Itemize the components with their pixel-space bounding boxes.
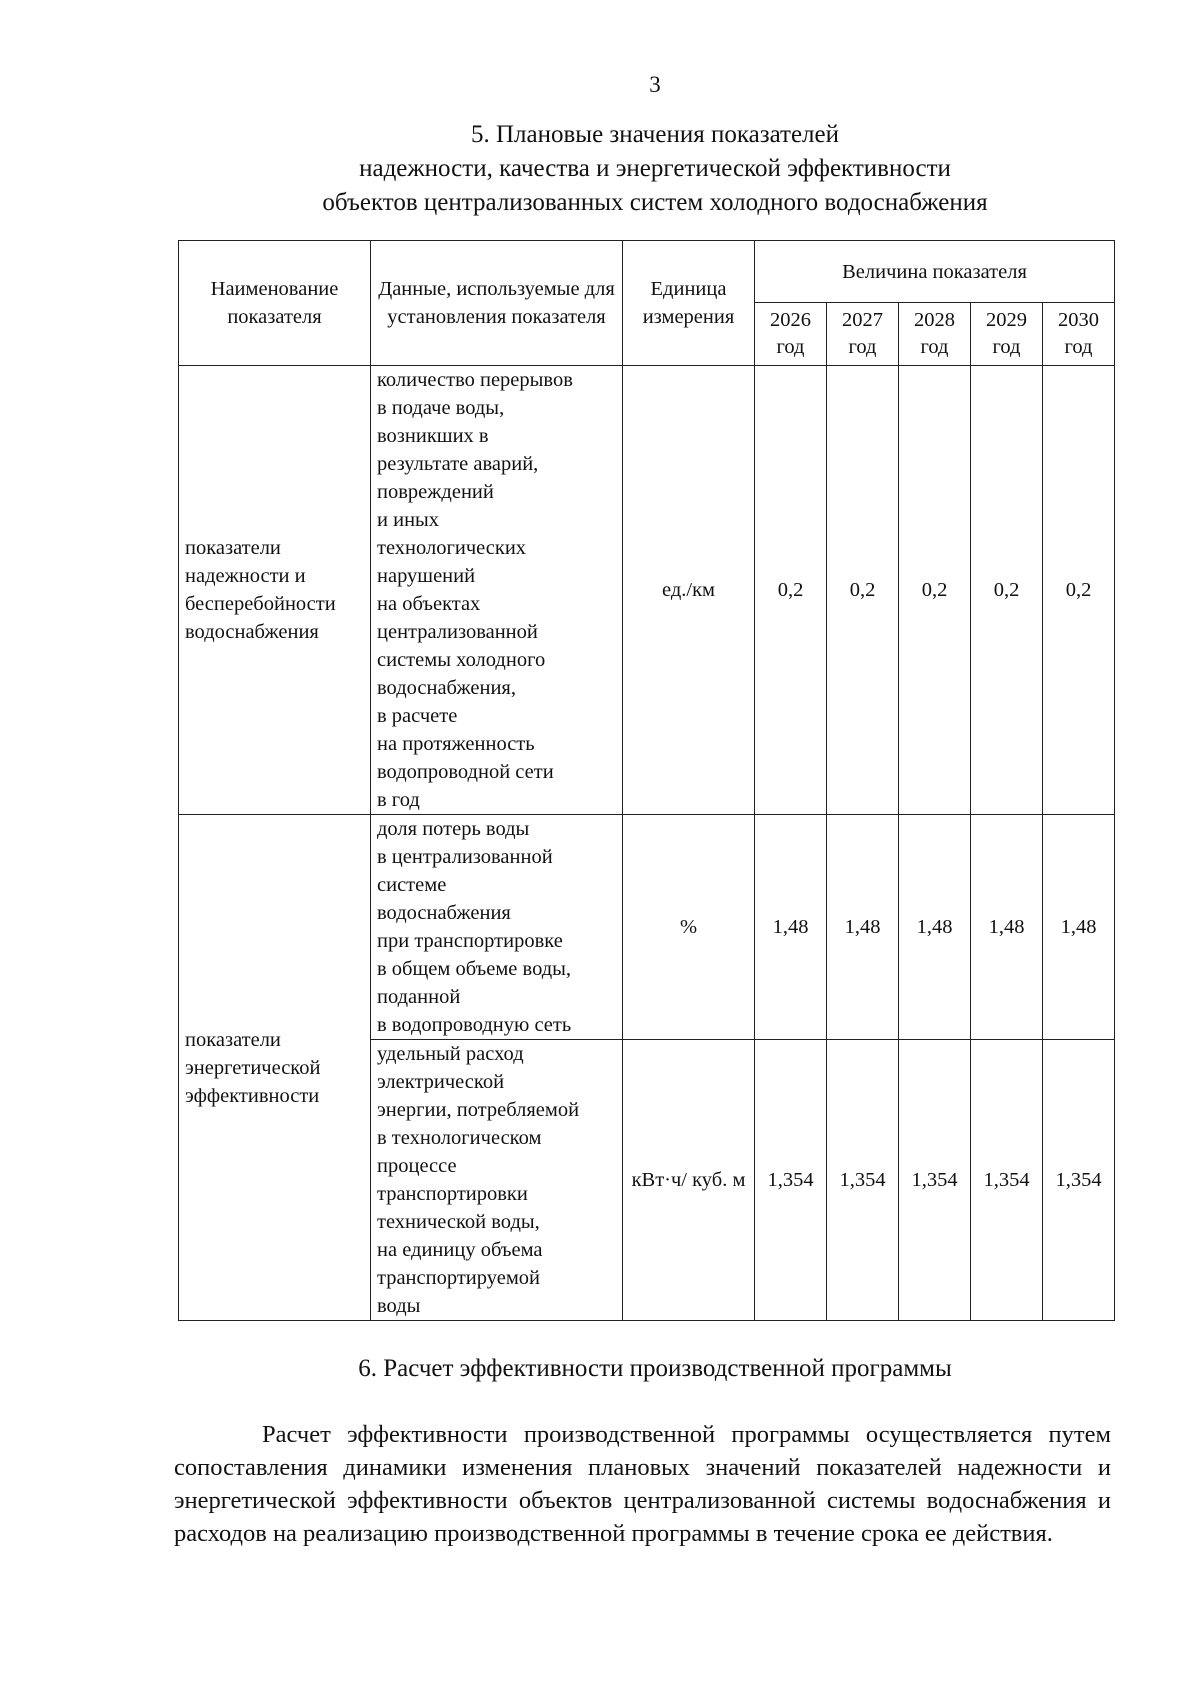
- indicator-data: удельный расход электрической энергии, потребляемой в технологическом процессе транспортировки технической воды, на единицу объема транспортируемой воды: [377, 1043, 580, 1317]
- page-number: 3: [649, 72, 661, 97]
- indicator-value: 1,354: [1043, 1040, 1115, 1321]
- indicator-unit: кВт·ч/ куб. м: [623, 1040, 755, 1321]
- header-year: 2026 год: [755, 303, 827, 366]
- section-6-title: 6. Расчет эффективности производственной программы: [358, 1355, 952, 1382]
- indicator-name: показатели энергетической эффективности: [179, 815, 371, 1321]
- table-row: [179, 815, 1115, 1040]
- indicator-value: 1,354: [755, 1040, 827, 1321]
- header-value-group: Величина показателя: [755, 241, 1115, 303]
- header-year: 2028 год: [899, 303, 971, 366]
- indicator-value: 1,354: [827, 1040, 899, 1321]
- indicator-data: доля потерь воды в централизованной системе водоснабжения при транспортировке в общем объеме воды, поданной в водопроводную сеть: [377, 818, 572, 1036]
- indicator-unit: %: [623, 815, 755, 1040]
- section-5-title: [0, 118, 1200, 220]
- header-indicator-name: Наименование показателя: [179, 241, 371, 366]
- section-6-paragraph: [174, 1418, 1111, 1550]
- header-data-used: Данные, используемые для установления показателя: [371, 241, 623, 366]
- section-5-title-line: надежности, качества и энергетической эффективности: [359, 155, 951, 182]
- indicator-value: 1,48: [755, 815, 827, 1040]
- indicator-value: 1,48: [899, 815, 971, 1040]
- header-year: 2027 год: [827, 303, 899, 366]
- indicator-name: показатели надежности и бесперебойности водоснабжения: [179, 366, 371, 815]
- indicator-value: 1,354: [971, 1040, 1043, 1321]
- header-year: 2029 год: [971, 303, 1043, 366]
- header-year: 2030 год: [1043, 303, 1115, 366]
- table-row: [179, 366, 1115, 815]
- header-unit: Единица измерения: [623, 241, 755, 366]
- indicator-value: 0,2: [971, 366, 1043, 815]
- indicator-value: 1,354: [899, 1040, 971, 1321]
- indicators-table: [178, 240, 1115, 1321]
- indicator-unit: ед./км: [623, 366, 755, 815]
- indicator-value: 0,2: [899, 366, 971, 815]
- indicator-value: 0,2: [755, 366, 827, 815]
- indicator-value: 1,48: [827, 815, 899, 1040]
- indicator-data: количество перерывов в подаче воды, возникших в результате аварий, повреждений и иных технологических нарушений на объектах централизованной системы холодного водоснабжения, в расчете на протяженность водопроводной сети в год: [377, 369, 573, 811]
- section-6-paragraph-text: Расчет эффективности производственной программы осуществляется путем сопоставления динамики изменения плановых значений показателей надежности и энергетической эффективности объектов централизованной системы водоснабжения и расходов на реализацию производственной программы в течение срока ее действия.: [174, 1421, 1111, 1547]
- indicator-value: 0,2: [1043, 366, 1115, 815]
- section-5-title-line: объектов централизованных систем холодного водоснабжения: [322, 189, 988, 216]
- indicator-value: 0,2: [827, 366, 899, 815]
- indicator-value: 1,48: [1043, 815, 1115, 1040]
- section-5-title-line: 5. Плановые значения показателей: [470, 121, 840, 148]
- indicator-value: 1,48: [971, 815, 1043, 1040]
